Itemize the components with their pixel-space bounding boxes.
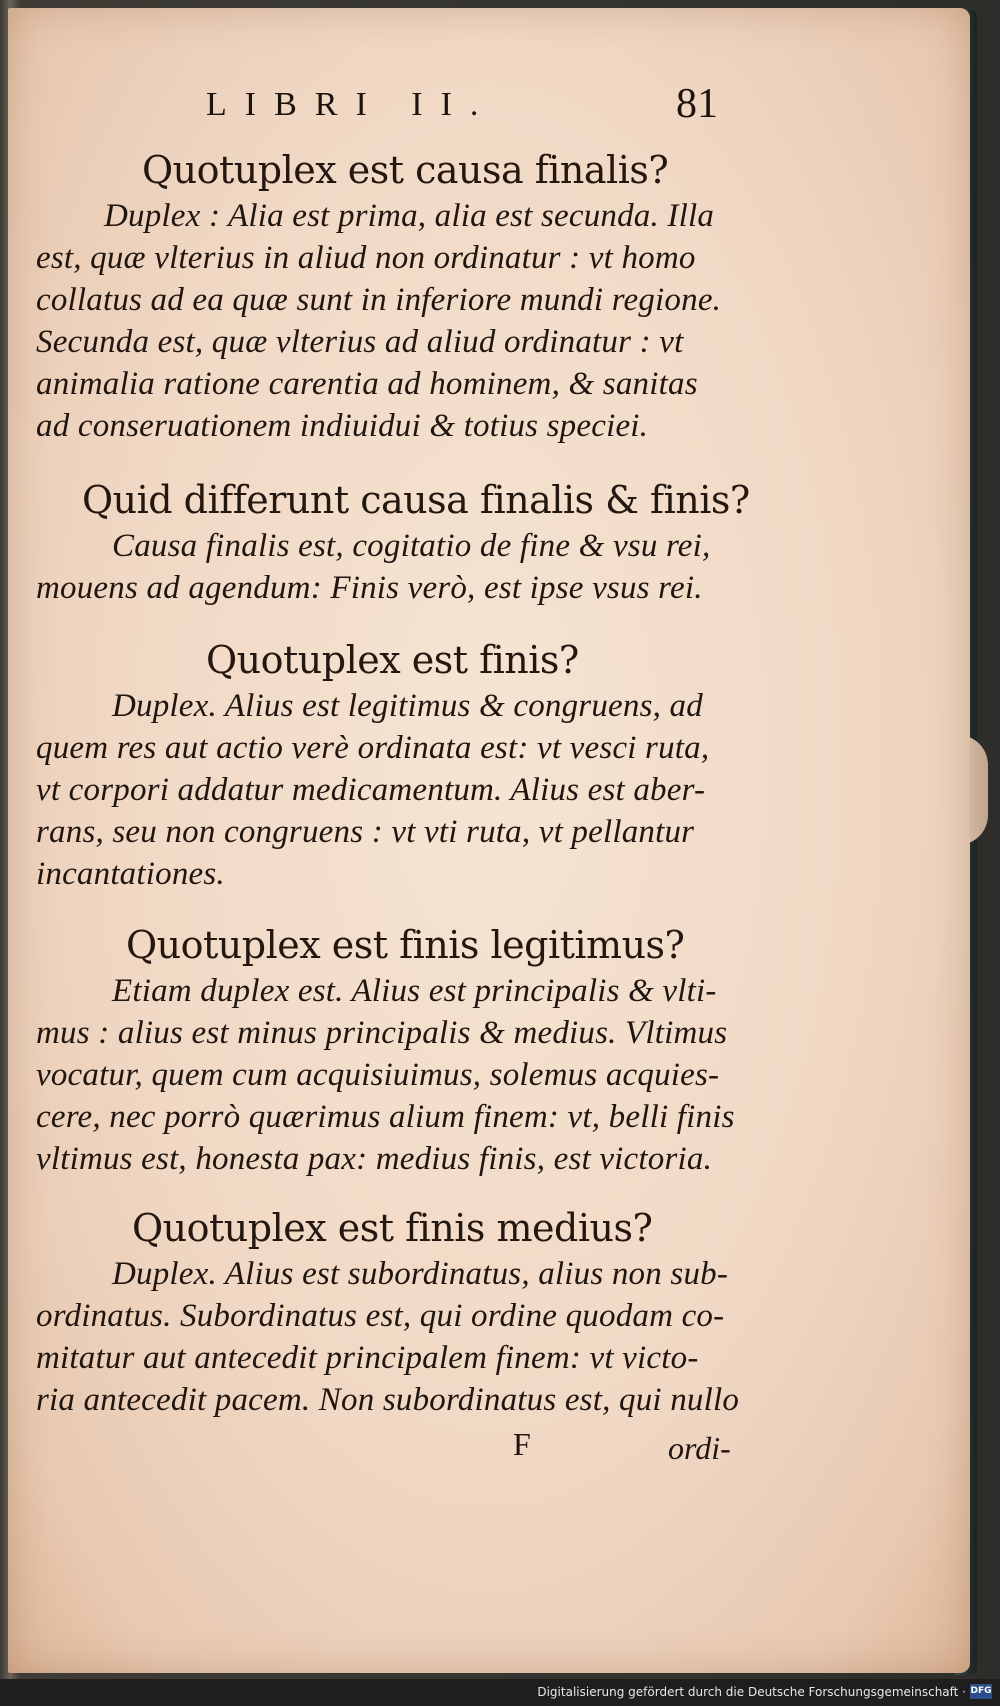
text-line: est, quæ vlterius in aliud non ordinatur : vt homo [36,240,696,276]
question-heading: Quotuplex est finis? [206,638,579,682]
text-line: vt corpori addatur medicamentum. Alius est aber- [36,772,706,808]
signature-mark: F [513,1426,531,1462]
text-line: mitatur aut antecedit principalem finem: vt victo- [36,1340,699,1376]
text-line: ad conseruationem indiuidui & totius speciei. [36,408,649,444]
text-line: mouens ad agendum: Finis verò, est ipse vsus rei. [36,570,703,606]
text-line: ordinatus. Subordinatus est, qui ordine quodam co- [36,1298,725,1334]
running-head: LIBRI II. [206,86,497,123]
text-line: ria antecedit pacem. Non subordinatus est, qui nullo [36,1382,740,1418]
text-line: Duplex. Alius est subordinatus, alius non sub- [112,1256,729,1292]
text-line: incantationes. [36,856,225,892]
question-heading: Quid differunt causa finalis & finis? [82,478,750,522]
dfg-logo-icon: DFG [970,1684,992,1699]
text-line: cere, nec porrò quærimus alium finem: vt, belli finis [36,1099,735,1135]
question-heading: Quotuplex est finis legitimus? [126,923,685,967]
attribution-text: Digitalisierung gefördert durch die Deutsche Forschungsgemeinschaft · [537,1685,966,1699]
catchword: ordi- [668,1430,731,1466]
text-line: mus : alius est minus principalis & medius. Vltimus [36,1015,728,1051]
text-block [8,8,970,1673]
text-line: Secunda est, quæ vlterius ad aliud ordinatur : vt [36,324,684,360]
book-page [8,8,970,1673]
text-line: rans, seu non congruens : vt vti ruta, vt pellantur [36,814,695,850]
text-line: Duplex. Alius est legitimus & congruens, ad [112,688,703,724]
text-line: Causa finalis est, cogitatio de fine & vsu rei, [112,528,711,564]
page-number: 81 [676,81,718,127]
attribution-bar [0,1679,1000,1706]
question-heading: Quotuplex est finis medius? [132,1206,653,1250]
text-line: Etiam duplex est. Alius est principalis & vlti- [112,973,717,1009]
text-line: vocatur, quem cum acquisiuimus, solemus acquies- [36,1057,720,1093]
text-line: quem res aut actio verè ordinata est: vt vesci ruta, [36,730,710,766]
text-line: vltimus est, honesta pax: medius finis, est victoria. [36,1141,713,1177]
text-line: collatus ad ea quæ sunt in inferiore mundi regione. [36,282,722,318]
question-heading: Quotuplex est causa finalis? [142,148,669,192]
text-line: animalia ratione carentia ad hominem, & sanitas [36,366,698,402]
text-line: Duplex : Alia est prima, alia est secunda. Illa [104,198,715,234]
